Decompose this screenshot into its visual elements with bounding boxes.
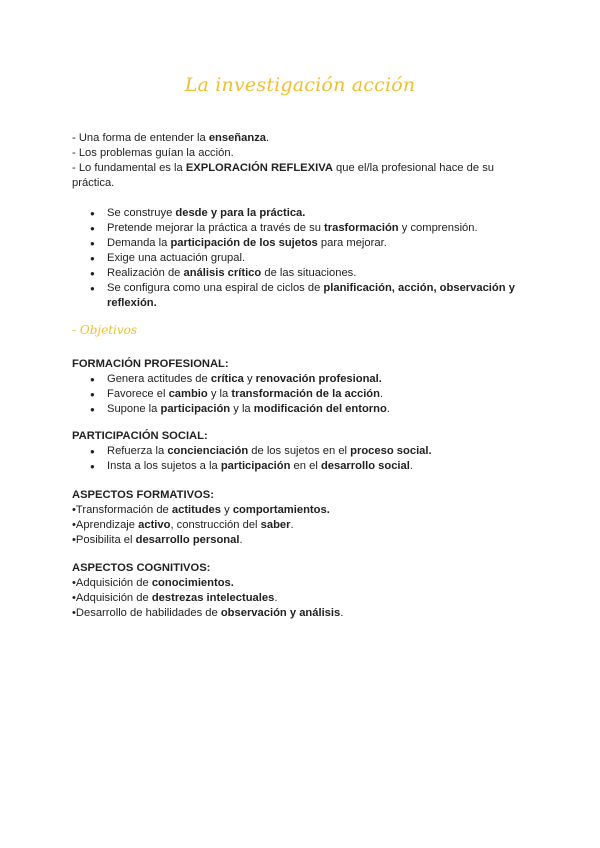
section-formacion xyxy=(72,357,532,417)
section-title: ASPECTOS FORMATIVOS: xyxy=(72,489,214,501)
intro-block xyxy=(72,131,532,191)
list-item: ● Demanda la participación de los sujetos para mejorar. xyxy=(0,236,517,251)
list-item: • Desarrollo de habilidades de observación y análisis. xyxy=(72,606,532,621)
list-item: • Transformación de actitudes y comportamientos. xyxy=(72,503,532,518)
list-item: • Adquisición de destrezas intelectuales. xyxy=(72,591,532,606)
characteristics-list xyxy=(0,206,600,311)
section-cognitivos xyxy=(72,561,532,621)
list-item: • Aprendizaje activo, construcción del saber. xyxy=(72,518,532,533)
intro-line: - Los problemas guían la acción. xyxy=(72,147,234,159)
list-item: ● Refuerza la concienciación de los sujetos en el proceso social. xyxy=(72,444,532,459)
section-formativos xyxy=(72,488,532,548)
section-title: FORMACIÓN PROFESIONAL: xyxy=(72,358,229,370)
list-item: ● Realización de análisis crítico de las situaciones. xyxy=(0,266,517,281)
document-title: La investigación acción xyxy=(184,74,416,96)
list-item: ● Favorece el cambio y la transformación de la acción. xyxy=(72,387,532,402)
list-item: ● Exige una actuación grupal. xyxy=(0,251,517,266)
intro-line: - Una forma de entender la enseñanza. xyxy=(72,132,270,144)
intro-line: - Lo fundamental es la EXPLORACIÓN REFLEXIVA que el/la profesional hace de su práctica. xyxy=(72,162,495,189)
list-item: ● Insta a los sujetos a la participación en el desarrollo social. xyxy=(72,459,532,474)
section-title: PARTICIPACIÓN SOCIAL: xyxy=(72,430,208,442)
list-item: ● Se configura como una espiral de ciclos de planificación, acción, observación y reflexión. xyxy=(0,281,517,311)
section-title: ASPECTOS COGNITIVOS: xyxy=(72,562,211,574)
list-item: ● Supone la participación y la modificación del entorno. xyxy=(72,402,532,417)
objectives-heading: - Objetivos xyxy=(72,323,138,337)
list-item: ● Pretende mejorar la práctica a través de su trasformación y comprensión. xyxy=(0,221,517,236)
list-item: ● Genera actitudes de crítica y renovación profesional. xyxy=(72,372,532,387)
list-item: ● Se construye desde y para la práctica. xyxy=(0,206,517,221)
list-item: • Adquisición de conocimientos. xyxy=(72,576,532,591)
section-participacion xyxy=(72,429,532,474)
list-item: • Posibilita el desarrollo personal. xyxy=(72,533,532,548)
